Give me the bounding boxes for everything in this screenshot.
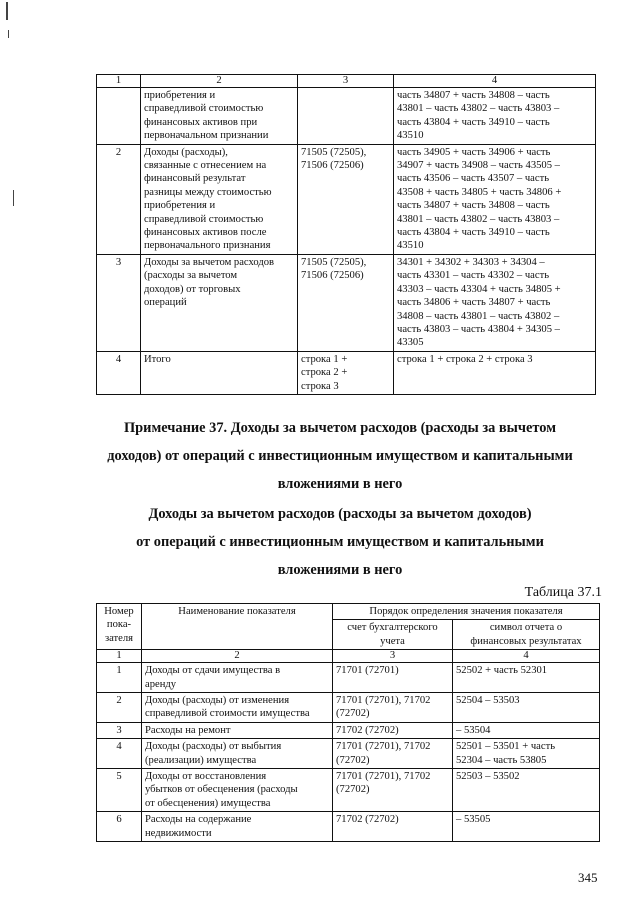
account-code: 71505 (72505), 71506 (72506) xyxy=(298,254,394,351)
indicator-name: Расходы на ремонт xyxy=(142,722,333,738)
indicator-name: Доходы от сдачи имущества в аренду xyxy=(142,663,333,693)
note-title: Примечание 37. Доходы за вычетом расходов (расходы за вычетом доходов) от операций с инвестиционным имуществом и капитальными вложениями в него xyxy=(107,420,573,492)
calculation-formula: строка 1 + строка 2 + строка 3 xyxy=(394,351,596,394)
header-number: Номер пока- зателя xyxy=(97,604,142,650)
indicator-name: приобретения и справедливой стоимостью финансовых активов при первоначальном признании xyxy=(141,88,298,145)
column-number: 1 xyxy=(97,650,142,663)
header-account: счет бухгалтерского учета xyxy=(333,620,453,650)
account-code: 71701 (72701), 71702 (72702) xyxy=(333,693,453,723)
calculation-formula: часть 34807 + часть 34808 – часть 43801 – часть 43802 – часть 43803 – часть 43804 + часть 34910 – часть 43510 xyxy=(394,88,596,145)
table-header-row xyxy=(97,75,596,88)
report-symbol: 52503 – 53502 xyxy=(453,769,600,812)
table-row xyxy=(97,812,600,842)
report-symbol: 52502 + часть 52301 xyxy=(453,663,600,693)
table-row xyxy=(97,254,596,351)
table-row xyxy=(97,663,600,693)
account-code: 71702 (72702) xyxy=(333,812,453,842)
indicator-table xyxy=(96,603,600,842)
header-name: Наименование показателя xyxy=(142,604,333,650)
row-number: 1 xyxy=(97,663,142,693)
table-caption: Таблица 37.1 xyxy=(524,585,602,600)
account-code: 71701 (72701) xyxy=(333,663,453,693)
account-code xyxy=(298,88,394,145)
page-number: 345 xyxy=(578,870,598,885)
table-numbering-row xyxy=(97,650,600,663)
table-row xyxy=(97,144,596,254)
table-row xyxy=(97,769,600,812)
indicator-name: Расходы на содержание недвижимости xyxy=(142,812,333,842)
scan-mark xyxy=(8,30,9,38)
row-number: 4 xyxy=(97,739,142,769)
row-number: 6 xyxy=(97,812,142,842)
account-code: 71702 (72702) xyxy=(333,722,453,738)
header-group: Порядок определения значения показателя xyxy=(333,604,600,620)
calculation-formula: часть 34905 + часть 34906 + часть 34907 + часть 34908 – часть 43505 – часть 43506 – часть 43507 – часть 43508 + часть 34805 + часть 34806 + часть 34807 + часть 34808 – часть 43801 – часть 43802 – часть 43803 – часть 43804 + часть 34910 – часть 43510 xyxy=(394,144,596,254)
section-title: Доходы за вычетом расходов (расходы за вычетом доходов) от операций с инвестиционным имуществом и капитальными вложениями в него xyxy=(136,506,544,578)
report-symbol: – 53504 xyxy=(453,722,600,738)
indicator-name: Доходы (расходы), связанные с отнесением на финансовый результат разницы между стоимостью приобретения и справедливой стоимостью финансовых активов после первоначального признания xyxy=(141,144,298,254)
table-row xyxy=(97,722,600,738)
table-row xyxy=(97,693,600,723)
report-symbol: – 53505 xyxy=(453,812,600,842)
account-code: 71701 (72701), 71702 (72702) xyxy=(333,769,453,812)
continuation-table xyxy=(96,74,596,395)
indicator-name: Доходы (расходы) от изменения справедливой стоимости имущества xyxy=(142,693,333,723)
table-row xyxy=(97,739,600,769)
column-number: 3 xyxy=(298,75,394,88)
account-code: 71701 (72701), 71702 (72702) xyxy=(333,739,453,769)
row-number: 3 xyxy=(97,722,142,738)
row-number: 5 xyxy=(97,769,142,812)
indicator-name: Доходы от восстановления убытков от обесценения (расходы от обесценения) имущества xyxy=(142,769,333,812)
column-number: 1 xyxy=(97,75,141,88)
account-code: строка 1 + строка 2 + строка 3 xyxy=(298,351,394,394)
report-symbol: 52501 – 53501 + часть 52304 – часть 53805 xyxy=(453,739,600,769)
table-header-row xyxy=(97,604,600,620)
row-number: 3 xyxy=(97,254,141,351)
row-number: 2 xyxy=(97,693,142,723)
column-number: 2 xyxy=(141,75,298,88)
row-number: 4 xyxy=(97,351,141,394)
indicator-name: Итого xyxy=(141,351,298,394)
indicator-name: Доходы (расходы) от выбытия (реализации) имущества xyxy=(142,739,333,769)
header-symbol: символ отчета о финансовых результатах xyxy=(453,620,600,650)
scan-mark xyxy=(13,190,14,206)
column-number: 2 xyxy=(142,650,333,663)
table-row xyxy=(97,88,596,145)
row-number: 2 xyxy=(97,144,141,254)
calculation-formula: 34301 + 34302 + 34303 + 34304 – часть 43301 – часть 43302 – часть 43303 – часть 43304 + часть 34805 + часть 34806 + часть 34807 + часть 34808 – часть 43801 – часть 43802 – часть 43803 – часть 43804 + 34305 – 43305 xyxy=(394,254,596,351)
row-number xyxy=(97,88,141,145)
scan-mark xyxy=(6,2,8,20)
table-row xyxy=(97,351,596,394)
account-code: 71505 (72505), 71506 (72506) xyxy=(298,144,394,254)
column-number: 4 xyxy=(394,75,596,88)
indicator-name: Доходы за вычетом расходов (расходы за вычетом доходов) от торговых операций xyxy=(141,254,298,351)
report-symbol: 52504 – 53503 xyxy=(453,693,600,723)
column-number: 4 xyxy=(453,650,600,663)
column-number: 3 xyxy=(333,650,453,663)
